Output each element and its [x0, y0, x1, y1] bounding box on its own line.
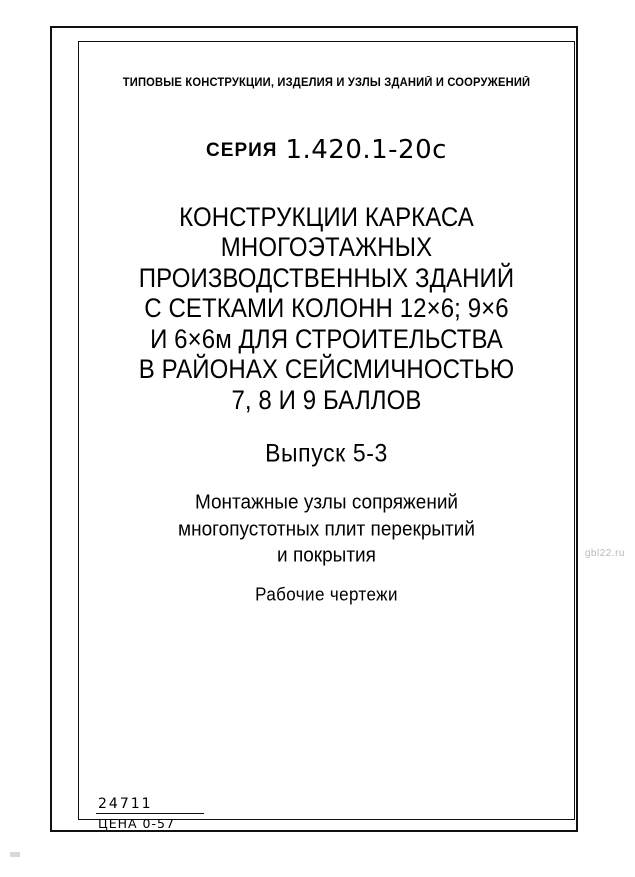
subtitle-line: Монтажные узлы сопряжений: [194, 491, 459, 515]
price-stamp: [96, 796, 208, 831]
subtitle-line: многопустотных плит перекрытий: [178, 518, 475, 541]
title-line: В РАЙОНАХ СЕЙСМИЧНОСТЬЮ: [138, 354, 515, 385]
document-title: [104, 203, 549, 416]
scan-edge-tick-middle: [50, 530, 52, 660]
series-label: СЕРИЯ: [206, 140, 278, 161]
series-line: [104, 135, 549, 165]
title-line: МНОГОЭТАЖНЫХ: [220, 232, 433, 264]
subtitle-line: и покрытия: [277, 544, 376, 568]
scan-edge-tick-top: [50, 26, 52, 116]
title-line: КОНСТРУКЦИИ КАРКАСА: [179, 202, 474, 233]
title-line: ПРОИЗВОДСТВЕННЫХ ЗДАНИЙ: [138, 263, 515, 294]
working-drawings-label: Рабочие чертежи: [255, 584, 398, 606]
series-code: 1.420.1-20с: [285, 135, 447, 165]
issue-number: Выпуск 5-3: [265, 438, 388, 468]
stamp-price: ЦЕНА 0-57: [98, 816, 175, 831]
scan-artifact: [10, 852, 20, 857]
title-line: С СЕТКАМИ КОЛОНН 12×6; 9×6: [144, 293, 509, 324]
stamp-divider: [96, 813, 204, 814]
watermark: gbl22.ru: [584, 548, 625, 559]
document-subtitle: [104, 490, 549, 570]
title-line: 7, 8 И 9 БАЛЛОВ: [231, 385, 422, 416]
title-line: И 6×6м ДЛЯ СТРОИТЕЛЬСТВА: [150, 324, 503, 355]
stamp-number: 24711: [98, 796, 153, 812]
cover-content: [78, 41, 575, 820]
document-kicker: ТИПОВЫЕ КОНСТРУКЦИИ, ИЗДЕЛИЯ И УЗЛЫ ЗДАНИЙ И СООРУЖЕНИЙ: [122, 77, 531, 89]
